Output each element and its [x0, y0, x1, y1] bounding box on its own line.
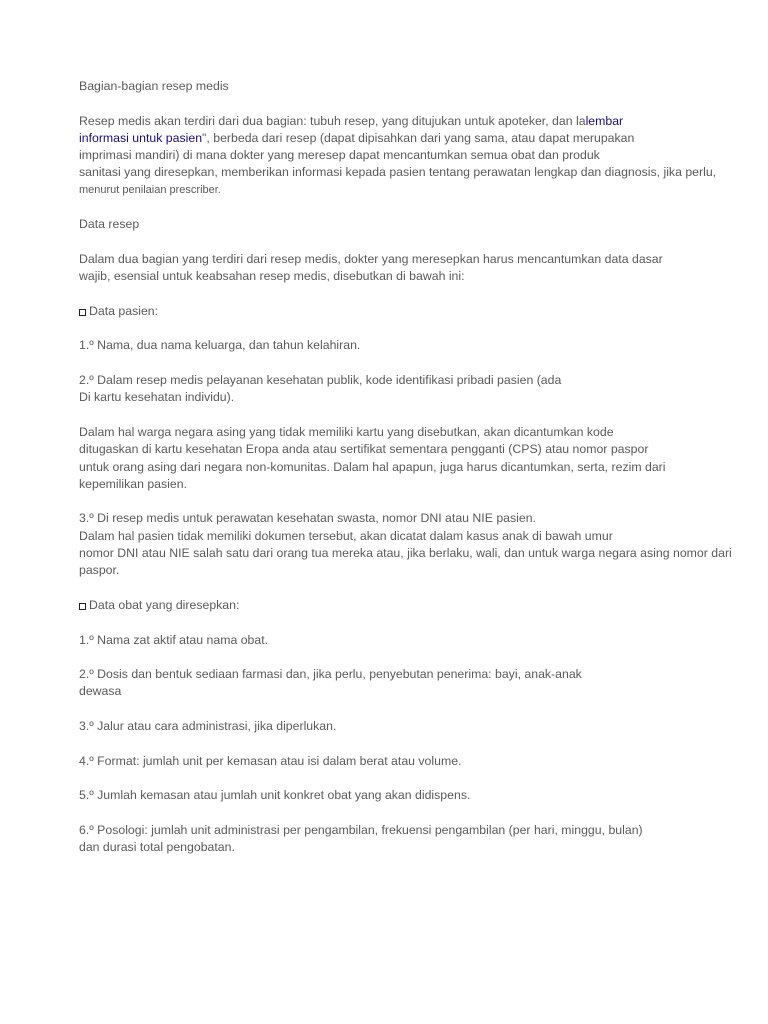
paragraph-line: dewasa: [79, 684, 122, 699]
intro-text: imprimasi mandiri) di mana dokter yang meresep dapat mencantumkan semua obat dan produk: [79, 148, 600, 163]
intro-text: ", berbeda dari resep (dapat dipisahkan dari yang sama, atau dapat merupakan: [202, 130, 635, 145]
paragraph-line: dan durasi total pengobatan.: [79, 840, 235, 855]
paragraph-line: 2.º Dosis dan bentuk sediaan farmasi dan, jika perlu, penyebutan penerima: bayi, anak-anak: [79, 667, 582, 682]
paragraph-line: Di kartu kesehatan individu).: [79, 390, 235, 405]
intro-text: Resep medis akan terdiri dari dua bagian: tubuh resep, yang ditujukan untuk apoteker, dan la: [79, 113, 586, 128]
paragraph-line: kepemilikan pasien.: [79, 476, 188, 491]
paragraph-line: Dalam hal pasien tidak memiliki dokumen tersebut, akan dicatat dalam kasus anak di bawah umur: [79, 528, 613, 543]
list-item: 1.º Nama zat aktif atau nama obat.: [79, 632, 269, 647]
bullet-label: Data pasien:: [89, 303, 159, 318]
intro-text: menurut penilaian prescriber.: [79, 183, 221, 196]
list-item: 1.º Nama, dua nama keluarga, dan tahun kelahiran.: [79, 338, 361, 353]
paragraph-line: nomor DNI atau NIE salah satu dari orang tua mereka atau, jika berlaku, wali, dan untuk warga negara asing nomor dari: [79, 546, 732, 561]
paragraph-line: 3.º Di resep medis untuk perawatan kesehatan swasta, nomor DNI atau NIE pasien.: [79, 511, 536, 526]
patient-info-link[interactable]: lembar: [585, 113, 624, 128]
bullet-data-pasien: [79, 303, 729, 320]
paragraph-line: 6.º Posologi: jumlah unit administrasi per pengambilan, frekuensi pengambilan (per hari, minggu, bulan): [79, 822, 643, 837]
list-item: [79, 510, 732, 579]
page-title: Bagian-bagian resep medis: [79, 79, 229, 93]
list-item: 4.º Format: jumlah unit per kemasan atau isi dalam berat atau volume.: [79, 753, 462, 768]
bullet-data-obat: [79, 597, 729, 614]
list-item: 5.º Jumlah kemasan atau jumlah unit konkret obat yang akan didispens.: [79, 788, 471, 803]
foreigner-paragraph: [79, 424, 729, 493]
list-item: [79, 822, 729, 857]
paragraph-line: Dalam dua bagian yang terdiri dari resep medis, dokter yang meresepkan harus mencantumkan data dasar: [79, 251, 663, 266]
bullet-label: Data obat yang diresepkan:: [89, 597, 240, 612]
section-heading-data-resep: Data resep: [79, 217, 140, 232]
intro-paragraph: [79, 113, 729, 199]
patient-info-link-cont[interactable]: informasi untuk pasien: [79, 130, 203, 145]
paragraph-line: Dalam hal warga negara asing yang tidak memiliki kartu yang disebutkan, akan dicantumkan kode: [79, 424, 614, 439]
paragraph-line: 2.º Dalam resep medis pelayanan kesehatan publik, kode identifikasi pribadi pasien (ada: [79, 373, 562, 388]
square-bullet-icon: [79, 309, 86, 316]
intro-text: sanitasi yang diresepkan, memberikan informasi kepada pasien tentang perawatan lengkap dan diagnosis, jika perlu,: [79, 165, 717, 180]
paragraph-line: paspor.: [79, 563, 120, 578]
paragraph-line: untuk orang asing dari negara non-komunitas. Dalam hal apapun, juga harus dicantumkan, serta, rezim dari: [79, 459, 666, 474]
list-item: 3.º Jalur atau cara administrasi, jika diperlukan.: [79, 718, 337, 733]
document-body: [79, 78, 732, 856]
list-item: [79, 666, 729, 701]
list-item: [79, 372, 729, 407]
square-bullet-icon: [79, 603, 86, 610]
paragraph-line: wajib, esensial untuk keabsahan resep medis, disebutkan di bawah ini:: [79, 269, 465, 284]
data-resep-paragraph: [79, 251, 729, 286]
paragraph-line: ditugaskan di kartu kesehatan Eropa anda atau sertifikat sementara pengganti (CPS) atau nomor paspor: [79, 442, 649, 457]
